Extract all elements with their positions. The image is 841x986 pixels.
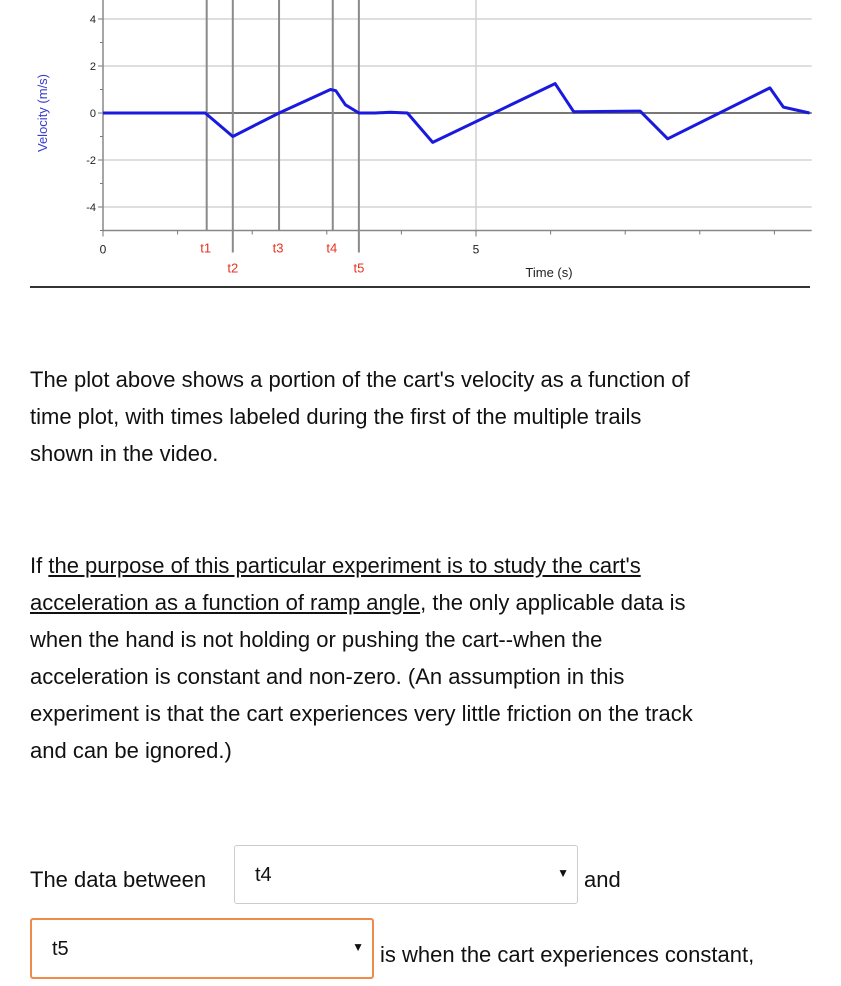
paragraph-2-line-1 <box>30 553 641 579</box>
paragraph-2-line-4: acceleration is constant and non-zero. (An assumption in this <box>30 664 625 689</box>
selected-value: t4 <box>255 864 272 886</box>
underlined-text: acceleration as a function of ramp angle <box>30 590 421 615</box>
marker-label-t4: t4 <box>326 240 338 256</box>
marker-label-t3: t3 <box>272 240 284 256</box>
dropdown-arrow-icon: ▼ <box>557 866 569 880</box>
velocity-chart <box>0 0 841 290</box>
marker-label-t5: t5 <box>353 260 365 276</box>
paragraph-2-line-6: and can be ignored.) <box>30 738 232 763</box>
x-tick-label: 0 <box>99 242 107 257</box>
x-tick-label: 5 <box>472 242 480 257</box>
selected-value: t5 <box>52 938 69 960</box>
y-axis-label: Velocity (m/s) <box>35 73 50 153</box>
dropdown-arrow-icon: ▼ <box>352 940 364 954</box>
y-tick-label: -2 <box>86 155 96 167</box>
y-tick-label: 2 <box>89 61 96 73</box>
end-time-select[interactable] <box>30 918 374 979</box>
question-suffix: is when the cart experiences constant, <box>380 942 755 967</box>
question-prefix: The data between <box>30 867 207 892</box>
x-axis-label: Time (s) <box>525 265 573 280</box>
question-middle: and <box>584 867 621 892</box>
y-tick-label: 4 <box>89 14 96 26</box>
text: , the only applicable data is <box>420 590 686 615</box>
y-tick-label: -4 <box>86 202 96 214</box>
text: If <box>30 553 49 578</box>
paragraph-1-line-1: The plot above shows a portion of the cart's velocity as a function of <box>30 367 690 392</box>
start-time-select[interactable] <box>234 845 578 904</box>
paragraph-2-line-2 <box>30 590 686 616</box>
marker-label-t2: t2 <box>227 260 239 276</box>
y-tick-label: 0 <box>89 108 96 120</box>
underlined-text: the purpose of this particular experiment is to study the cart's <box>48 553 641 578</box>
paragraph-1-line-3: shown in the video. <box>30 441 219 466</box>
paragraph-1-line-2: time plot, with times labeled during the first of the multiple trails <box>30 404 642 429</box>
paragraph-2-line-5: experiment is that the cart experiences very little friction on the track <box>30 701 693 726</box>
paragraph-2-line-3: when the hand is not holding or pushing the cart--when the <box>30 627 603 652</box>
marker-label-t1: t1 <box>200 240 212 256</box>
